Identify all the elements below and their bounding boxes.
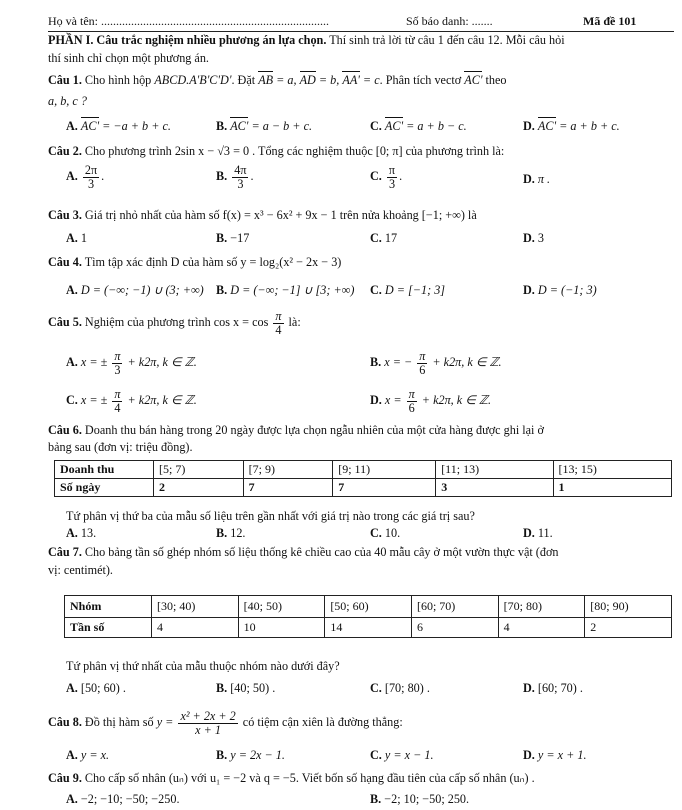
- option-text: = a + b − c.: [403, 119, 467, 133]
- q1-option-b[interactable]: [216, 119, 312, 134]
- option-post: + k2π, k ∈ ℤ.: [124, 355, 197, 370]
- option-text: y = x − 1.: [384, 748, 434, 762]
- q8-option-d[interactable]: [523, 748, 587, 763]
- table-cell: [5; 7): [154, 461, 244, 479]
- option-key: B.: [216, 681, 228, 695]
- option-key: A.: [66, 748, 78, 762]
- q2-option-b[interactable]: [216, 164, 254, 191]
- fraction-numerator: π: [114, 349, 121, 363]
- q1-text-c: . Phân tích vectơ: [379, 73, 465, 87]
- fraction-numerator: π: [408, 387, 415, 401]
- option-vec: AC': [80, 119, 100, 133]
- option-text: 1: [80, 231, 87, 245]
- option-text: 10.: [384, 526, 401, 540]
- option-pre: x =: [384, 393, 405, 408]
- option-key: D.: [523, 748, 535, 762]
- option-key: C.: [370, 748, 382, 762]
- q6-text-2: bảng sau (đơn vị: triệu đồng).: [48, 440, 193, 454]
- option-post: + k2π, k ∈ ℤ.: [124, 393, 197, 408]
- option-key: D.: [523, 231, 535, 245]
- q6-option-d[interactable]: [523, 526, 553, 541]
- option-key: A.: [66, 231, 78, 245]
- option-key: B.: [216, 169, 228, 184]
- option-text: D = (−1; 3): [537, 283, 597, 297]
- table-cell: 2: [154, 479, 244, 497]
- question-9: [48, 771, 535, 786]
- table-cell: [80; 90): [585, 596, 672, 618]
- option-text: [60; 70) .: [537, 681, 583, 695]
- option-text: = a − b + c.: [248, 119, 313, 133]
- option-key: B.: [370, 355, 382, 370]
- option-text: −2; −10; −50; −250.: [80, 792, 180, 806]
- q1-vec-aa: AA': [342, 73, 360, 87]
- q1-vec-target: AC': [464, 73, 483, 87]
- table-cell: [60; 70): [411, 596, 498, 618]
- candidate-number-field: [406, 14, 493, 30]
- name-label: Họ và tên:: [48, 14, 98, 28]
- student-name-field: [48, 14, 329, 30]
- option-post: + k2π, k ∈ ℤ.: [429, 355, 502, 370]
- q5-option-c[interactable]: [66, 388, 197, 415]
- q9-text: Cho cấp số nhân (uₙ) với u₁ = −2 và q = −5. Viết bốn số hạng đầu tiên của cấp số nhân (uₙ) .: [81, 771, 535, 785]
- table-cell: 7: [243, 479, 333, 497]
- q6-label: Câu 6.: [48, 423, 82, 437]
- q1-text-a: Cho hình hộp: [81, 73, 155, 87]
- fraction-denominator: 3: [388, 176, 396, 191]
- option-key: B.: [216, 526, 228, 540]
- q4-option-a[interactable]: [66, 283, 204, 298]
- q5-text-b: là:: [285, 315, 301, 330]
- option-key: A.: [66, 119, 78, 133]
- option-text: D = (−∞; −1] ∪ [3; +∞): [230, 283, 355, 297]
- name-dots: ............................................................................: [101, 14, 329, 28]
- fraction-denominator: 3: [114, 362, 121, 377]
- q5-label: Câu 5.: [48, 315, 82, 330]
- q7-label: Câu 7.: [48, 545, 82, 559]
- q5-option-d[interactable]: [370, 388, 491, 415]
- option-text: = a + b + c.: [556, 119, 620, 133]
- option-pre: x = ±: [80, 355, 111, 370]
- fraction-numerator: 4π: [234, 163, 247, 177]
- question-8: [48, 710, 403, 737]
- table-head-cell: Nhóm: [65, 596, 152, 618]
- option-key: C.: [370, 681, 382, 695]
- q7-option-c[interactable]: [370, 681, 430, 696]
- question-1: [48, 73, 506, 88]
- table-cell: [40; 50): [238, 596, 325, 618]
- q3-option-d[interactable]: [523, 231, 544, 246]
- table-row: [65, 596, 672, 618]
- table-cell: 4: [498, 618, 585, 638]
- option-text: −2; 10; −50; 250.: [384, 792, 470, 806]
- table-row: [55, 479, 672, 497]
- option-key: C.: [370, 231, 382, 245]
- table-cell: 2: [585, 618, 672, 638]
- q4-label: Câu 4.: [48, 255, 82, 269]
- q2-text: Cho phương trình 2sin x − √3 = 0 . Tổng các nghiệm thuộc [0; π] của phương trình là:: [81, 144, 505, 158]
- section-desc-1: Thí sinh trả lời từ câu 1 đến câu 12. Mỗi câu hỏi: [326, 33, 565, 47]
- option-key: C.: [370, 169, 382, 184]
- fraction-numerator: π: [388, 163, 396, 177]
- q3-option-c[interactable]: [370, 231, 397, 246]
- fraction-numerator: π: [419, 349, 426, 363]
- table-cell: [9; 11): [333, 461, 436, 479]
- option-text: 12.: [230, 526, 246, 540]
- q5-text-a: Nghiệm của phương trình cos x = cos: [81, 315, 272, 330]
- q8-option-b[interactable]: [216, 748, 285, 763]
- option-key: A.: [66, 169, 78, 184]
- q3-option-b[interactable]: [216, 231, 249, 246]
- q1-text-d: theo: [482, 73, 507, 87]
- option-key: D.: [523, 283, 535, 297]
- option-text: 3: [537, 231, 544, 245]
- q8-text-a: Đồ thị hàm số: [81, 715, 157, 730]
- header-rule: [48, 31, 674, 32]
- option-text: [40; 50) .: [230, 681, 276, 695]
- question-4: [48, 255, 341, 270]
- exam-code: Mã đề 101: [583, 14, 637, 28]
- q9-option-a[interactable]: [66, 792, 180, 807]
- table-cell: 4: [152, 618, 239, 638]
- option-key: D.: [523, 526, 535, 540]
- table-cell: 14: [325, 618, 412, 638]
- q7-option-d[interactable]: [523, 681, 583, 696]
- q7-option-b[interactable]: [216, 681, 275, 696]
- q6-table: [54, 460, 672, 497]
- q2-option-c[interactable]: [370, 164, 402, 191]
- q6-question: Tứ phân vị thứ ba của mẫu số liệu trên gần nhất với giá trị nào trong các giá trị sau?: [66, 509, 475, 523]
- q6-text-1: Doanh thu bán hàng trong 20 ngày được lựa chọn ngẫu nhiên của một cửa hàng được ghi lại ở: [81, 423, 544, 437]
- option-tail: .: [250, 169, 254, 184]
- option-key: D.: [523, 681, 535, 695]
- question-7: [48, 545, 559, 560]
- option-vec: AC': [537, 119, 557, 133]
- q4-text: Tìm tập xác định D của hàm số y = log₂(x² − 2x − 3): [81, 255, 342, 269]
- table-head-cell: Số ngày: [55, 479, 154, 497]
- q8-option-a[interactable]: [66, 748, 109, 763]
- option-key: C.: [370, 283, 382, 297]
- option-key: D.: [370, 393, 382, 408]
- table-cell: 3: [436, 479, 553, 497]
- q8-text-b: có tiệm cận xiên là đường thẳng:: [239, 715, 403, 730]
- option-text: y = x.: [80, 748, 110, 762]
- option-key: A.: [66, 283, 78, 297]
- table-row: [55, 461, 672, 479]
- q1-vec-ab-val: = a,: [273, 73, 300, 87]
- option-key: A.: [66, 681, 78, 695]
- option-pre: x = −: [384, 355, 416, 370]
- q1-vec-ad-val: = b,: [315, 73, 343, 87]
- option-key: C.: [370, 119, 382, 133]
- option-key: B.: [216, 748, 228, 762]
- q1-vec-ad: AD: [299, 73, 316, 87]
- question-6: [48, 423, 544, 438]
- question-3: [48, 208, 477, 223]
- q6-option-b[interactable]: [216, 526, 245, 541]
- option-key: A.: [66, 792, 78, 806]
- option-vec: AC': [230, 119, 249, 133]
- q1-solid: ABCD.A'B'C'D': [154, 73, 232, 87]
- table-cell: [13; 15): [553, 461, 671, 479]
- option-key: A.: [66, 355, 78, 370]
- q8-option-c[interactable]: [370, 748, 434, 763]
- q1-line-2: a, b, c ?: [48, 94, 87, 108]
- table-head-cell: Tần số: [65, 618, 152, 638]
- section-title: PHẦN I. Câu trắc nghiệm nhiều phương án lựa chọn.: [48, 33, 327, 47]
- section-heading: [48, 33, 565, 48]
- fraction-numerator: π: [275, 309, 282, 323]
- option-pre: x = ±: [80, 393, 111, 408]
- table-head-cell: Doanh thu: [55, 461, 154, 479]
- fraction-denominator: 4: [114, 400, 121, 415]
- q9-option-b[interactable]: [370, 792, 469, 807]
- fraction-denominator: 3: [237, 176, 244, 191]
- q7-table: [64, 595, 672, 638]
- option-text: 17: [384, 231, 398, 245]
- q7-question: Tứ phân vị thứ nhất của mẫu thuộc nhóm nào dưới đây?: [66, 659, 340, 673]
- sbd-label: Số báo danh:: [406, 14, 469, 28]
- q4-option-c[interactable]: [370, 283, 445, 298]
- table-cell: [50; 60): [325, 596, 412, 618]
- option-key: B.: [370, 792, 382, 806]
- section-desc-2: thí sinh chỉ chọn một phương án.: [48, 51, 209, 65]
- q6-option-c[interactable]: [370, 526, 400, 541]
- q3-label: Câu 3.: [48, 208, 82, 222]
- q7-text-2: vị: centimét).: [48, 563, 113, 577]
- option-key: B.: [216, 231, 228, 245]
- fraction-denominator: 3: [87, 176, 95, 191]
- table-cell: 10: [238, 618, 325, 638]
- option-text: = −a + b + c.: [99, 119, 171, 133]
- option-key: D.: [523, 172, 535, 186]
- option-text: y = x + 1.: [537, 748, 587, 762]
- q5-option-b[interactable]: [370, 350, 502, 377]
- option-text: y = 2x − 1.: [230, 748, 285, 762]
- question-2: [48, 144, 504, 159]
- option-text: −17: [230, 231, 250, 245]
- fraction-denominator: 6: [408, 400, 415, 415]
- fraction-numerator: π: [114, 387, 121, 401]
- table-row: [65, 618, 672, 638]
- fraction-numerator: 2π: [84, 163, 98, 177]
- q5-option-a[interactable]: [66, 350, 197, 377]
- sbd-dots: .......: [471, 14, 493, 28]
- q8-pre: y =: [156, 715, 177, 730]
- option-post: + k2π, k ∈ ℤ.: [418, 393, 492, 408]
- q1-text-b: . Đặt: [231, 73, 259, 87]
- option-text: D = (−∞; −1) ∪ (3; +∞): [80, 283, 204, 297]
- option-text: [50; 60) .: [80, 681, 126, 695]
- fraction-denominator: x + 1: [195, 722, 221, 737]
- option-tail: .: [101, 169, 105, 184]
- q4-option-d[interactable]: [523, 283, 597, 298]
- q7-text-1: Cho bảng tần số ghép nhóm số liệu thống kê chiều cao của 40 mẫu cây ở một vườn thực vật (đơn: [81, 545, 559, 559]
- fraction-denominator: 4: [275, 322, 282, 337]
- fraction-denominator: 6: [419, 362, 426, 377]
- q4-option-b[interactable]: [216, 283, 354, 298]
- table-cell: 1: [553, 479, 671, 497]
- question-5: [48, 310, 301, 337]
- fraction-numerator: x² + 2x + 2: [180, 709, 236, 723]
- option-key: C.: [66, 393, 78, 408]
- table-cell: [30; 40): [152, 596, 239, 618]
- q3-option-a[interactable]: [66, 231, 87, 246]
- option-text: [70; 80) .: [384, 681, 430, 695]
- q1-option-c[interactable]: [370, 119, 467, 134]
- q1-vec-aa-val: = c: [359, 73, 380, 87]
- q1-vec-ab: AB: [258, 73, 274, 87]
- option-key: A.: [66, 526, 78, 540]
- table-cell: [70; 80): [498, 596, 585, 618]
- table-cell: 6: [411, 618, 498, 638]
- option-tail: .: [399, 169, 403, 184]
- option-vec: AC': [384, 119, 404, 133]
- q8-label: Câu 8.: [48, 715, 82, 730]
- q2-option-a[interactable]: [66, 164, 104, 191]
- q3-text: Giá trị nhỏ nhất của hàm số f(x) = x³ − 6x² + 9x − 1 trên nửa khoảng [−1; +∞) là: [81, 208, 477, 222]
- option-key: D.: [523, 119, 535, 133]
- q7-option-a[interactable]: [66, 681, 126, 696]
- option-text: π .: [537, 172, 551, 186]
- q2-option-d[interactable]: [523, 172, 550, 187]
- q2-label: Câu 2.: [48, 144, 82, 158]
- table-cell: [7; 9): [243, 461, 333, 479]
- option-key: B.: [216, 283, 228, 297]
- q1-option-a[interactable]: [66, 119, 171, 134]
- q1-option-d[interactable]: [523, 119, 620, 134]
- table-cell: [11; 13): [436, 461, 553, 479]
- q6-option-a[interactable]: [66, 526, 96, 541]
- option-text: 13.: [80, 526, 97, 540]
- option-key: C.: [370, 526, 382, 540]
- option-text: D = [−1; 3]: [384, 283, 446, 297]
- table-cell: 7: [333, 479, 436, 497]
- option-text: 11.: [537, 526, 553, 540]
- option-key: B.: [216, 119, 228, 133]
- q9-label: Câu 9.: [48, 771, 82, 785]
- q1-label: Câu 1.: [48, 73, 82, 87]
